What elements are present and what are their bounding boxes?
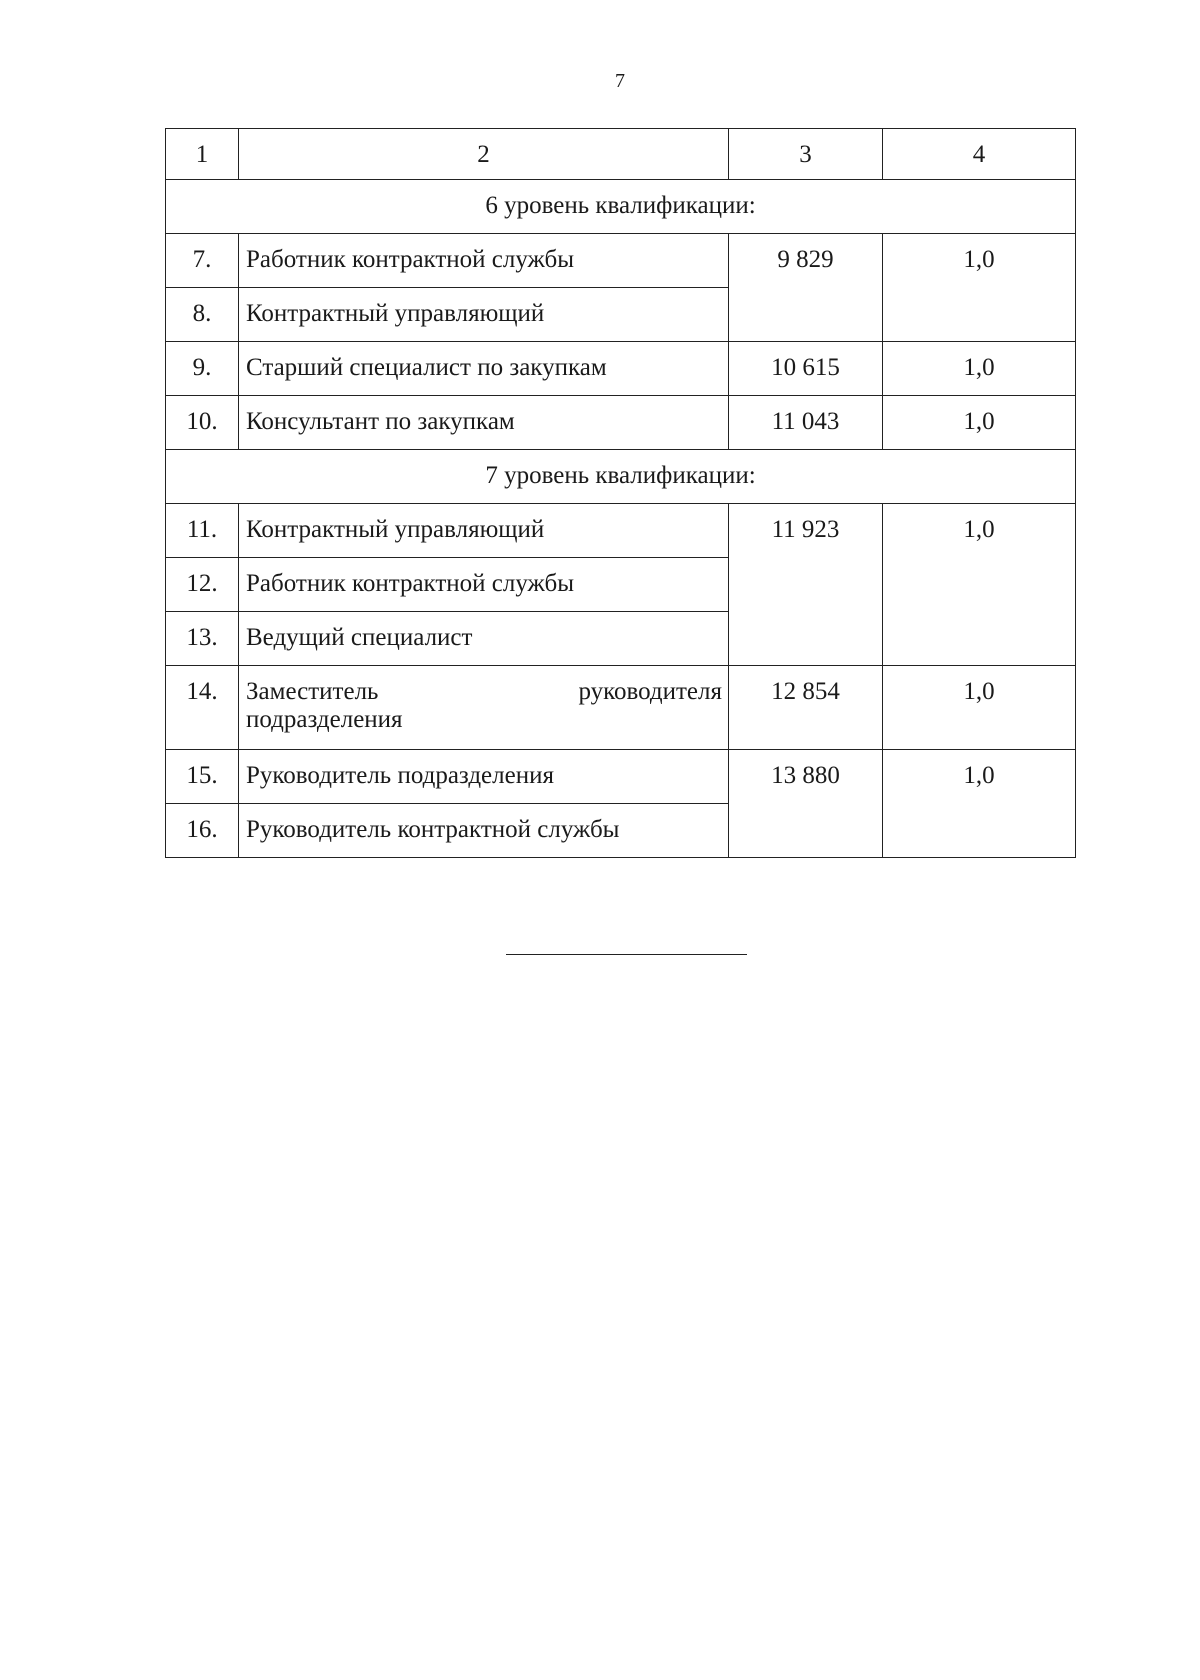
qualification-table [165, 128, 1076, 858]
position-name: Старший специалист по закупкам [239, 342, 729, 396]
row-number: 7. [166, 234, 239, 288]
table-row [166, 750, 1076, 804]
row-number: 15. [166, 750, 239, 804]
salary-value: 12 854 [729, 666, 883, 750]
header-cell: 3 [729, 129, 883, 180]
salary-value: 9 829 [729, 234, 883, 342]
section-row [166, 180, 1076, 234]
position-name: Руководитель подразделения [239, 750, 729, 804]
row-number: 13. [166, 612, 239, 666]
table-row [166, 504, 1076, 558]
position-name: Руководитель контрактной службы [239, 804, 729, 858]
position-name-line1 [246, 678, 722, 706]
position-name: Работник контрактной службы [239, 558, 729, 612]
table-row [166, 396, 1076, 450]
position-name-word: Заместитель [246, 678, 379, 705]
header-cell: 4 [883, 129, 1076, 180]
position-name: Ведущий специалист [239, 612, 729, 666]
header-cell: 1 [166, 129, 239, 180]
closing-divider-line [506, 954, 747, 955]
position-name: Консультант по закупкам [239, 396, 729, 450]
row-number: 12. [166, 558, 239, 612]
table-header-row [166, 129, 1076, 180]
salary-value: 11 043 [729, 396, 883, 450]
table-row [166, 342, 1076, 396]
row-number: 11. [166, 504, 239, 558]
header-cell: 2 [239, 129, 729, 180]
row-number: 16. [166, 804, 239, 858]
position-name-word: руководителя [578, 678, 722, 705]
position-name [239, 666, 729, 750]
coefficient-value: 1,0 [883, 750, 1076, 858]
position-name: Контрактный управляющий [239, 504, 729, 558]
coefficient-value: 1,0 [883, 396, 1076, 450]
coefficient-value: 1,0 [883, 666, 1076, 750]
row-number: 10. [166, 396, 239, 450]
section-title: 7 уровень квалификации: [166, 450, 1076, 504]
position-name-line2: подразделения [246, 706, 403, 733]
page-number: 7 [615, 70, 625, 92]
position-name: Контрактный управляющий [239, 288, 729, 342]
row-number: 14. [166, 666, 239, 750]
coefficient-value: 1,0 [883, 234, 1076, 342]
salary-value: 13 880 [729, 750, 883, 858]
salary-value: 11 923 [729, 504, 883, 666]
row-number: 9. [166, 342, 239, 396]
salary-value: 10 615 [729, 342, 883, 396]
section-title: 6 уровень квалификации: [166, 180, 1076, 234]
position-name: Работник контрактной службы [239, 234, 729, 288]
table-row [166, 234, 1076, 288]
coefficient-value: 1,0 [883, 504, 1076, 666]
row-number: 8. [166, 288, 239, 342]
section-row [166, 450, 1076, 504]
table-row [166, 666, 1076, 750]
coefficient-value: 1,0 [883, 342, 1076, 396]
